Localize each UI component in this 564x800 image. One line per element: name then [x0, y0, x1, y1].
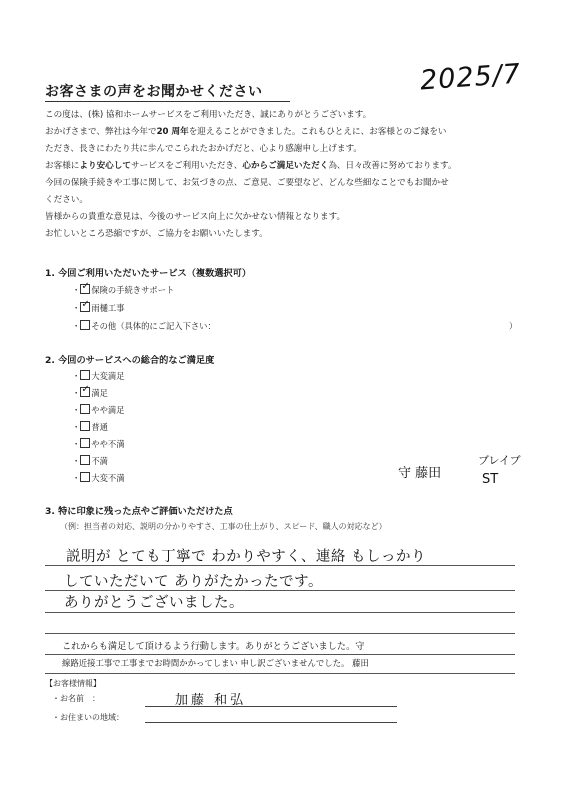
checkbox[interactable]	[80, 472, 90, 482]
checkbox[interactable]	[80, 320, 90, 330]
customer-info-label: 【お客様情報】	[45, 679, 101, 688]
option-label: 普通	[91, 422, 108, 432]
handwritten-st-note: ST	[482, 472, 499, 487]
checkbox[interactable]	[80, 404, 90, 414]
staff-reply-line: 線路近接工事で工事までお時間かかってしまい 申し訳ございませんでした。 藤田	[62, 658, 369, 668]
intro-emphasis: 20 周年	[156, 127, 189, 137]
intro-line: ただき、長きにわたり共に歩んでこられたおかげだと、心より感謝申し上げます。	[45, 144, 362, 154]
intro-line: 今回の保険手続きや工事に関して、お気づきの点、ご意見、ご要望など、どんな些細なことでもお聞かせ	[45, 178, 449, 188]
q2-title: 2. 今回のサービスへの総合的なご満足度	[45, 355, 215, 366]
q2-option-dissatisfied[interactable]: ・ 不満	[72, 456, 108, 466]
intro-text: 為、日々改善に努めております。	[328, 161, 457, 171]
handwritten-brave-note: ブレイブ	[478, 454, 521, 467]
option-label: 大変不満	[91, 473, 125, 483]
q2-option-somewhat-satisfied[interactable]: ・ やや満足	[72, 405, 125, 415]
answer-line: ありがとうございました。	[64, 595, 244, 611]
q2-option-somewhat-dissatisfied[interactable]: ・ やや不満	[72, 439, 125, 449]
intro-line: 皆様からの貴重な意見は、今後のサービス向上に欠かせない情報となります。	[45, 212, 346, 222]
staff-reply-line: これからも満足して頂けるよう行動します。ありがとうございました。守	[62, 641, 365, 652]
q2-option-very-dissatisfied[interactable]: ・ 大変不満	[72, 473, 125, 483]
option-label: 不満	[91, 456, 108, 466]
checkbox[interactable]	[80, 455, 90, 465]
answer-rule	[45, 654, 515, 655]
name-field-line	[145, 706, 397, 707]
name-label: ・お名前 ：	[52, 694, 100, 703]
option-label: 大変満足	[91, 371, 125, 381]
option-label: 保険の手続きサポート	[91, 285, 175, 295]
handwritten-date: 2025/7	[419, 58, 522, 97]
name-value[interactable]: 加藤 和弘	[175, 693, 247, 708]
intro-text: お客様に	[45, 161, 80, 171]
q1-option-insurance[interactable]: ・✓ 保険の手続きサポート	[72, 284, 174, 296]
option-label: 満足	[91, 388, 108, 398]
answer-rule	[45, 673, 515, 674]
option-label: やや不満	[91, 439, 125, 449]
checkbox[interactable]	[80, 387, 90, 397]
q2-option-very-satisfied[interactable]: ・ 大変満足	[72, 371, 125, 381]
address-label: ・お住まいの地域：	[52, 713, 124, 722]
page-title: お客さまの声をお聞かせください	[45, 84, 263, 100]
intro-text: おかげさまで、弊社は今年で	[45, 127, 157, 137]
q1-option-other[interactable]: ・ その他（具体的にご記入下さい：	[72, 321, 216, 331]
title-underline	[45, 101, 290, 102]
intro-emphasis: より安心して	[79, 161, 131, 171]
intro-line: この度は、(株) 協和ホームサービスをご利用いただき、誠にありがとうございます。	[45, 110, 372, 120]
intro-line	[45, 124, 447, 140]
q1-option-gutter[interactable]: ・✓ 雨樋工事	[72, 302, 125, 314]
answer-rule	[45, 565, 515, 566]
q1-title: 1. 今回ご利用いただいたサービス（複数選択可）	[45, 268, 252, 279]
answer-line: 説明が とても丁寧で わかりやすく、連絡 もしっかり	[66, 549, 427, 565]
intro-line: お忙しいところ恐縮ですが、ご協力をお願いいたします。	[45, 229, 268, 239]
intro-text: サービスをご利用いただき、	[130, 161, 243, 171]
address-field-line[interactable]	[145, 722, 397, 723]
q3-title: 3. 特に印象に残った点やご評価いただけた点	[45, 506, 233, 517]
checkbox[interactable]	[80, 370, 90, 380]
q2-option-neutral[interactable]: ・ 普通	[72, 422, 108, 432]
intro-line	[45, 158, 457, 174]
option-label: やや満足	[91, 405, 125, 415]
intro-line: ください。	[45, 195, 88, 205]
handwritten-staff-note: 守 藤田	[398, 466, 442, 481]
checkbox[interactable]	[80, 302, 90, 312]
q2-option-satisfied[interactable]: ・✓ 満足	[72, 387, 108, 399]
option-label: 雨樋工事	[91, 303, 125, 313]
answer-rule	[45, 612, 515, 613]
answer-rule	[45, 633, 515, 634]
checkbox[interactable]	[80, 438, 90, 448]
intro-emphasis: 心からご満足いただく	[242, 161, 329, 171]
checkbox[interactable]	[80, 284, 90, 294]
q3-hint: （例：担当者の対応、説明の分かりやすさ、工事の仕上がり、スピード、職人の対応など）	[60, 522, 387, 531]
option-label: その他（具体的にご記入下さい：	[91, 321, 216, 331]
q1-other-close: ）	[509, 321, 518, 331]
answer-line: していただいて ありがたかったです。	[64, 574, 323, 590]
intro-text: を迎えることができました。これもひとえに、お客様とのご縁をい	[188, 127, 447, 137]
checkbox[interactable]	[80, 421, 90, 431]
